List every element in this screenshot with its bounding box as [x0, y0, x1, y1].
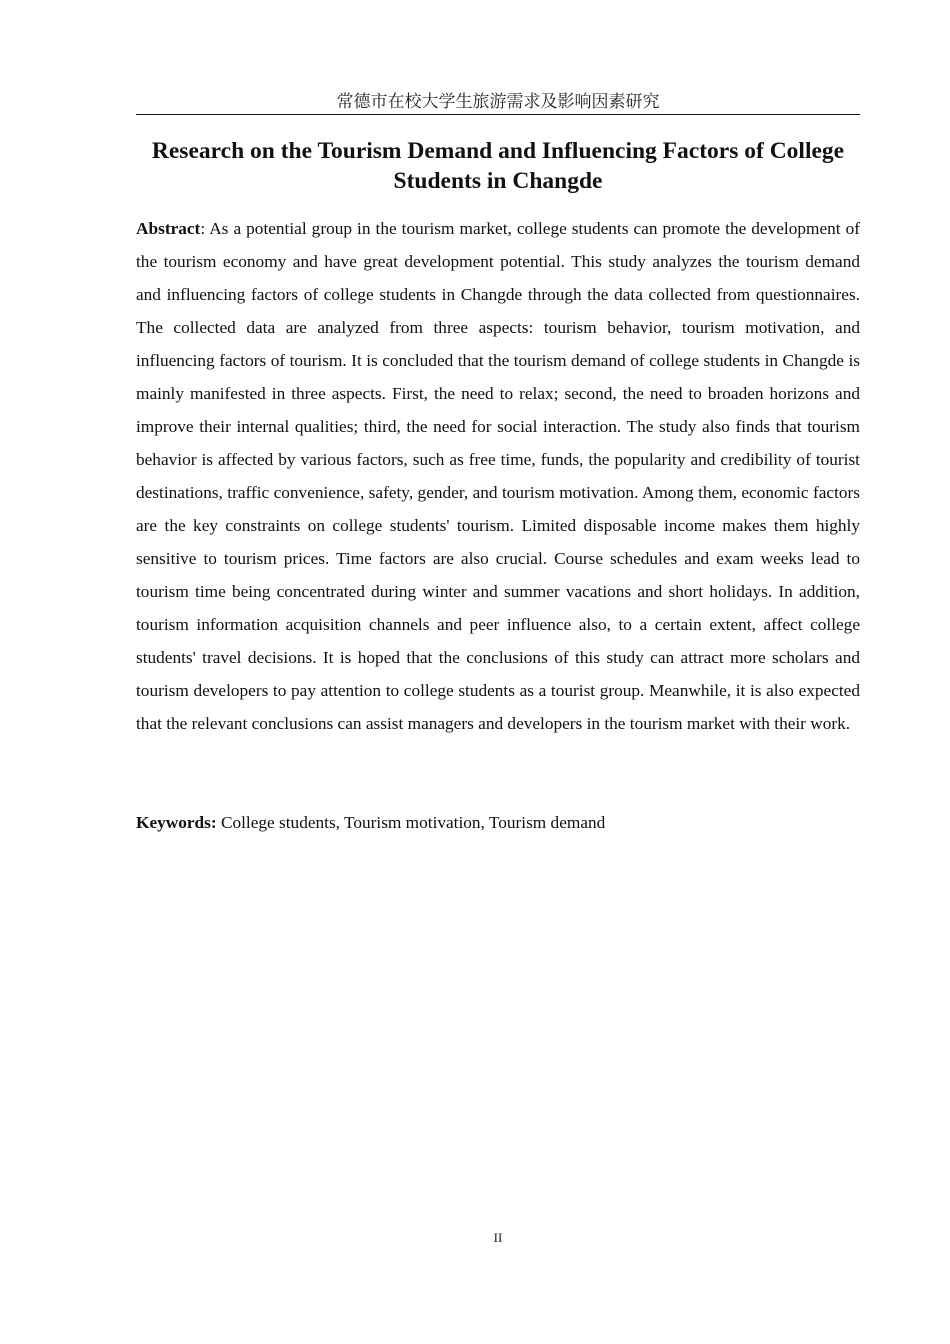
abstract-paragraph — [136, 212, 860, 740]
abstract-text: As a potential group in the tourism market, college students can promote the development of the tourism economy and have great development potential. This study analyzes the tourism demand and influencing factors of college students in Changde through the data collected from questionnaires. The collected data are analyzed from three aspects: tourism behavior, tourism motivation, and influencing factors of tourism. It is concluded that the tourism demand of college students in Changde is mainly manifested in three aspects. First, the need to relax; second, the need to broaden horizons and improve their internal qualities; third, the need for social interaction. The study also finds that tourism behavior is affected by various factors, such as free time, funds, the popularity and credibility of tourist destinations, traffic convenience, safety, gender, and tourism motivation. Among them, economic factors are the key constraints on college students' tourism. Limited disposable income makes them highly sensitive to tourism prices. Time factors are also crucial. Course schedules and exam weeks lead to tourism time being concentrated during winter and summer vacations and short holidays. In addition, tourism information acquisition channels and peer influence also, to a certain extent, affect college students' travel decisions. It is hoped that the conclusions of this study can attract more scholars and tourism developers to pay attention to college students as a tourist group. Meanwhile, it is also expected that the relevant conclusions can assist managers and developers in the tourism market with their work. — [136, 219, 860, 733]
page-number: II — [493, 1230, 503, 1245]
keywords-line — [136, 806, 860, 839]
abstract-label: Abstract — [136, 219, 201, 238]
paper-title: Research on the Tourism Demand and Influencing Factors of College Students in Changde — [151, 138, 845, 194]
keywords-label: Keywords: — [136, 813, 217, 832]
abstract-separator: : — [200, 219, 210, 238]
keywords-text: College students, Tourism motivation, Tourism demand — [216, 813, 606, 832]
running-header: 常德市在校大学生旅游需求及影响因素研究 — [136, 90, 860, 115]
